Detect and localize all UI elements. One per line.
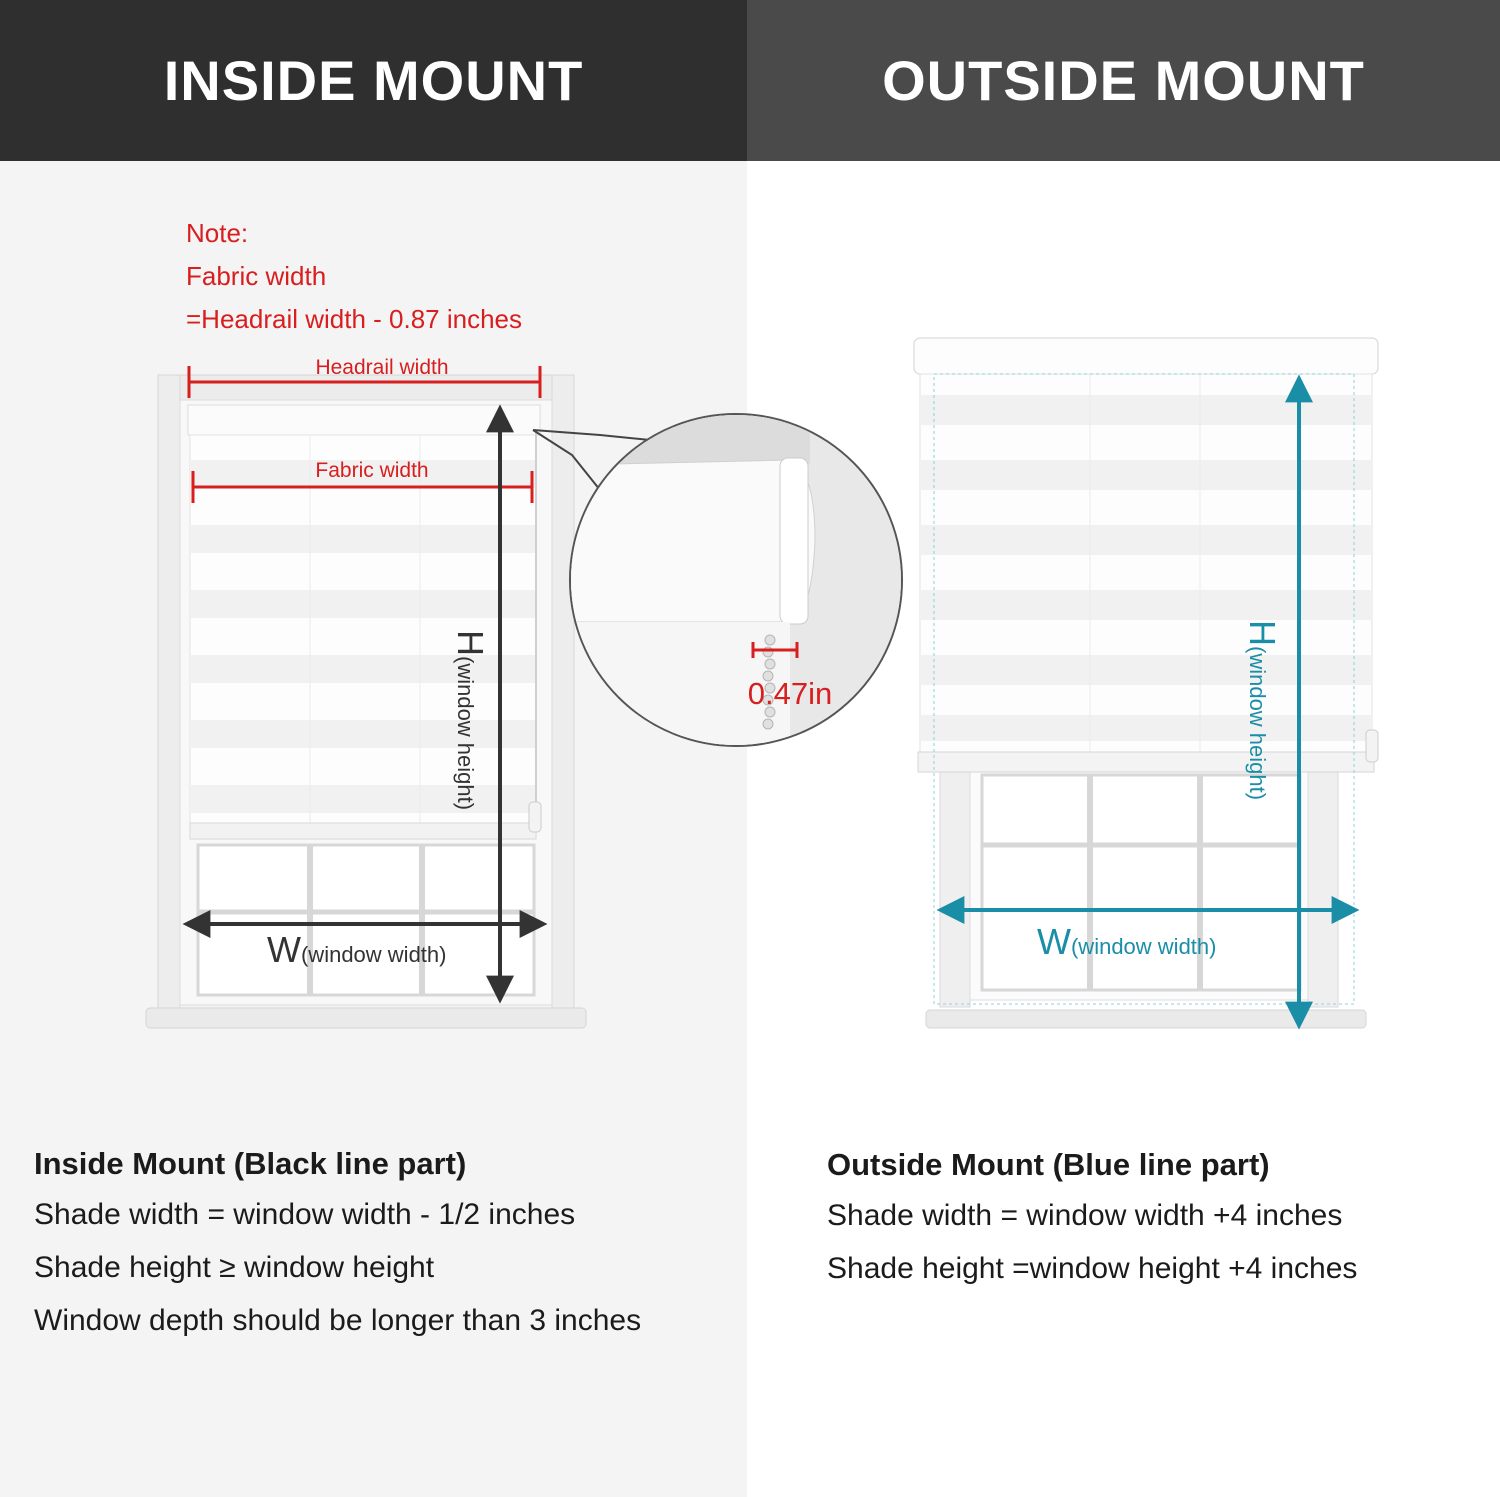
inside-mount-title: INSIDE MOUNT [163, 49, 584, 112]
fabric-width-label: Fabric width [315, 459, 429, 482]
inside-height-label-big: H [450, 630, 491, 656]
inside-mount-rule: Shade width = window width - 1/2 inches [34, 1198, 576, 1231]
inside-height-label-small: (window height) [453, 656, 478, 811]
note-line-1: Note: [186, 218, 249, 248]
inside-mount-instructions-title: Inside Mount (Black line part) [34, 1146, 467, 1181]
inside-width-label-big: W [267, 929, 301, 970]
note-line-3: =Headrail width - 0.87 inches [186, 304, 523, 334]
note-line-2: Fabric width [186, 261, 327, 291]
headrail-width-label: Headrail width [315, 356, 449, 379]
inside-mount-rule: Shade height ≥ window height [34, 1251, 435, 1284]
inside-width-label-small: (window width) [300, 942, 447, 967]
headrail-detail-callout [533, 414, 910, 762]
outside-height-label-small: (window height) [1245, 646, 1270, 801]
outside-mount-rule: Shade height =window height +4 inches [827, 1252, 1358, 1285]
outside-mount-rule: Shade width = window width +4 inches [827, 1199, 1343, 1232]
outside-mount-title: OUTSIDE MOUNT [882, 49, 1365, 112]
detail-measure-label: 0.47in [747, 676, 833, 711]
outside-width-label-small: (window width) [1070, 934, 1217, 959]
inside-mount-rule: Window depth should be longer than 3 inches [34, 1304, 642, 1337]
outside-shade-stripes [920, 374, 1372, 754]
outside-width-label-big: W [1037, 921, 1071, 962]
fabric-width-note [186, 212, 522, 341]
outside-height-label-big: H [1242, 620, 1283, 646]
outside-window [914, 338, 1378, 1028]
outside-mount-instructions-title: Outside Mount (Blue line part) [827, 1147, 1270, 1182]
inside-mount-instructions [34, 1146, 641, 1357]
outside-mount-instructions [827, 1147, 1357, 1305]
